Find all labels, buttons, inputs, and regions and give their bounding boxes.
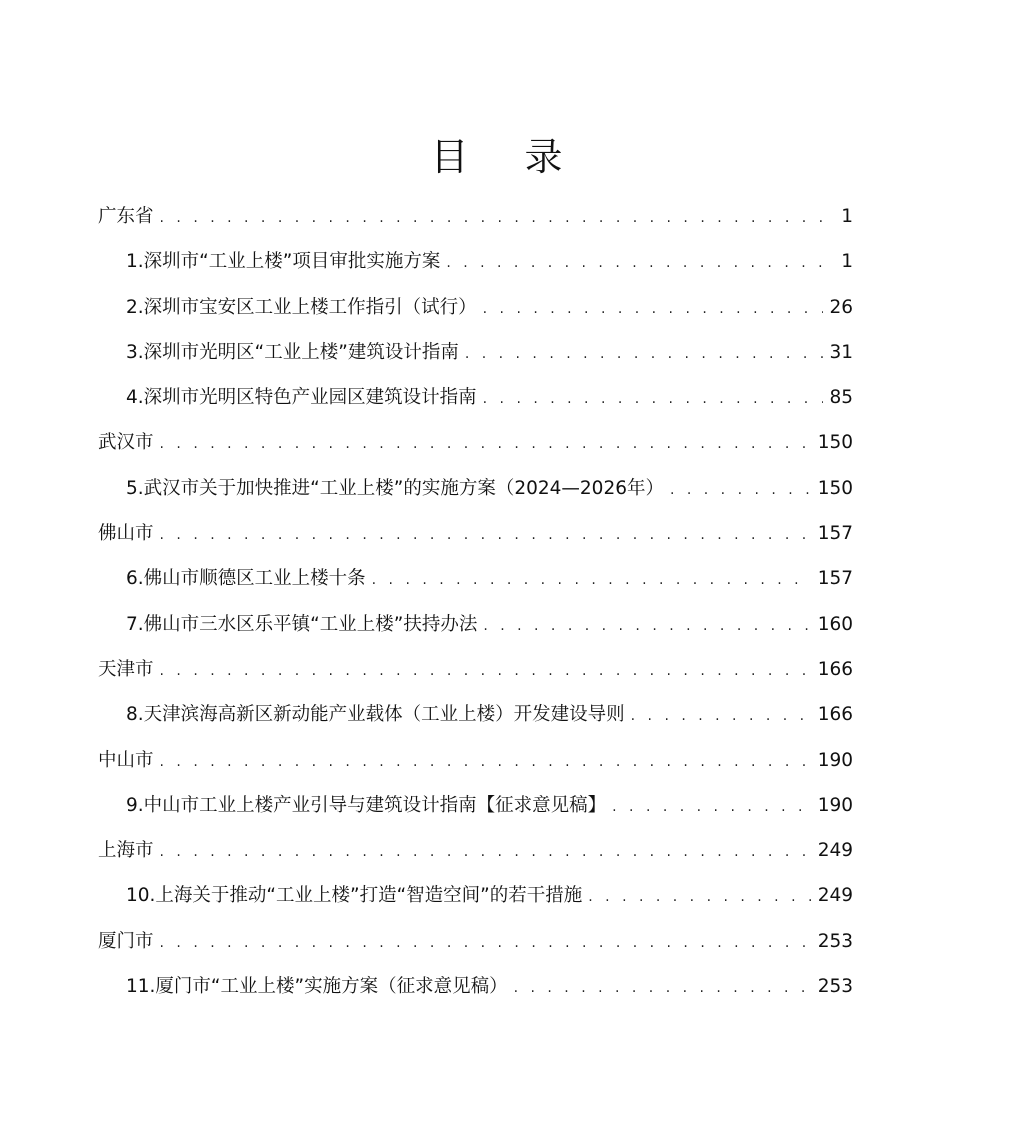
dot-leader: [160, 740, 812, 785]
dot-leader: [160, 196, 836, 241]
toc-row[interactable]: [98, 556, 853, 601]
toc-row[interactable]: [98, 738, 853, 783]
dot-leader: [588, 875, 811, 920]
toc-row[interactable]: [98, 330, 853, 375]
toc-page-number: 166: [817, 704, 853, 726]
dot-leader: [631, 694, 812, 739]
dot-leader: [514, 966, 812, 1011]
toc-row[interactable]: [98, 239, 853, 284]
toc-label: 佛山市: [98, 523, 154, 545]
dot-leader: [160, 422, 812, 467]
toc-row[interactable]: [98, 692, 853, 737]
toc-label: 8.天津滨海高新区新动能产业载体（工业上楼）开发建设导则: [126, 704, 625, 726]
toc-page-number: 85: [829, 387, 853, 409]
toc-row[interactable]: [98, 828, 853, 873]
toc-page-number: 1: [841, 251, 853, 273]
toc-page-number: 31: [829, 341, 853, 363]
toc-row[interactable]: [98, 783, 853, 828]
toc-label: 3.深圳市光明区“工业上楼”建筑设计指南: [126, 341, 459, 363]
toc-label: 上海市: [98, 840, 154, 862]
toc-row[interactable]: [98, 647, 853, 692]
toc-page-number: 166: [817, 658, 853, 680]
toc-row[interactable]: [98, 873, 853, 918]
toc-label: 9.中山市工业上楼产业引导与建筑设计指南【征求意见稿】: [126, 794, 607, 816]
dot-leader: [612, 785, 812, 830]
table-of-contents: [98, 194, 853, 1009]
toc-page-number: 1: [841, 206, 853, 227]
dot-leader: [446, 241, 835, 286]
toc-label: 厦门市: [98, 930, 154, 952]
toc-page-number: 157: [817, 523, 853, 545]
toc-row[interactable]: [98, 919, 853, 964]
toc-label: 天津市: [98, 658, 154, 680]
toc-label: 6.佛山市顺德区工业上楼十条: [126, 568, 366, 590]
dot-leader: [483, 604, 811, 649]
dot-leader: [670, 468, 812, 513]
page-title: 目 录: [430, 135, 585, 179]
toc-label: 中山市: [98, 749, 154, 771]
toc-row[interactable]: [98, 420, 853, 465]
toc-page-number: 253: [817, 930, 853, 952]
toc-row[interactable]: [98, 466, 853, 511]
toc-label: 2.深圳市宝安区工业上楼工作指引（试行）: [126, 296, 477, 318]
toc-page-number: 249: [817, 840, 853, 862]
toc-page-number: 253: [817, 976, 853, 998]
toc-label: 4.深圳市光明区特色产业园区建筑设计指南: [126, 387, 477, 409]
toc-row[interactable]: [98, 375, 853, 420]
toc-page-number: 190: [817, 749, 853, 771]
dot-leader: [160, 921, 812, 966]
toc-page-number: 190: [817, 794, 853, 816]
dot-leader: [160, 830, 812, 875]
dot-leader: [160, 649, 812, 694]
toc-label: 5.武汉市关于加快推进“工业上楼”的实施方案（2024—2026年）: [126, 477, 664, 499]
toc-page-number: 150: [817, 432, 853, 454]
toc-label: 武汉市: [98, 432, 154, 454]
toc-page-number: 157: [817, 568, 853, 590]
toc-page-number: 26: [829, 296, 853, 318]
toc-row[interactable]: [98, 602, 853, 647]
toc-label: 7.佛山市三水区乐平镇“工业上楼”扶持办法: [126, 613, 478, 635]
toc-row[interactable]: [98, 285, 853, 330]
toc-label: 广东省: [98, 206, 154, 227]
toc-row[interactable]: [98, 964, 853, 1009]
dot-leader: [465, 332, 824, 377]
toc-label: 1.深圳市“工业上楼”项目审批实施方案: [126, 251, 441, 273]
toc-row[interactable]: [98, 194, 853, 239]
dot-leader: [372, 558, 812, 603]
toc-label: 10.上海关于推动“工业上楼”打造“智造空间”的若干措施: [126, 885, 583, 907]
toc-label: 11.厦门市“工业上楼”实施方案（征求意见稿）: [126, 976, 508, 998]
dot-leader: [483, 287, 824, 332]
toc-page-number: 249: [817, 885, 853, 907]
dot-leader: [483, 377, 824, 422]
toc-page-number: 160: [817, 613, 853, 635]
toc-row[interactable]: [98, 511, 853, 556]
toc-page-number: 150: [817, 477, 853, 499]
dot-leader: [160, 513, 812, 558]
